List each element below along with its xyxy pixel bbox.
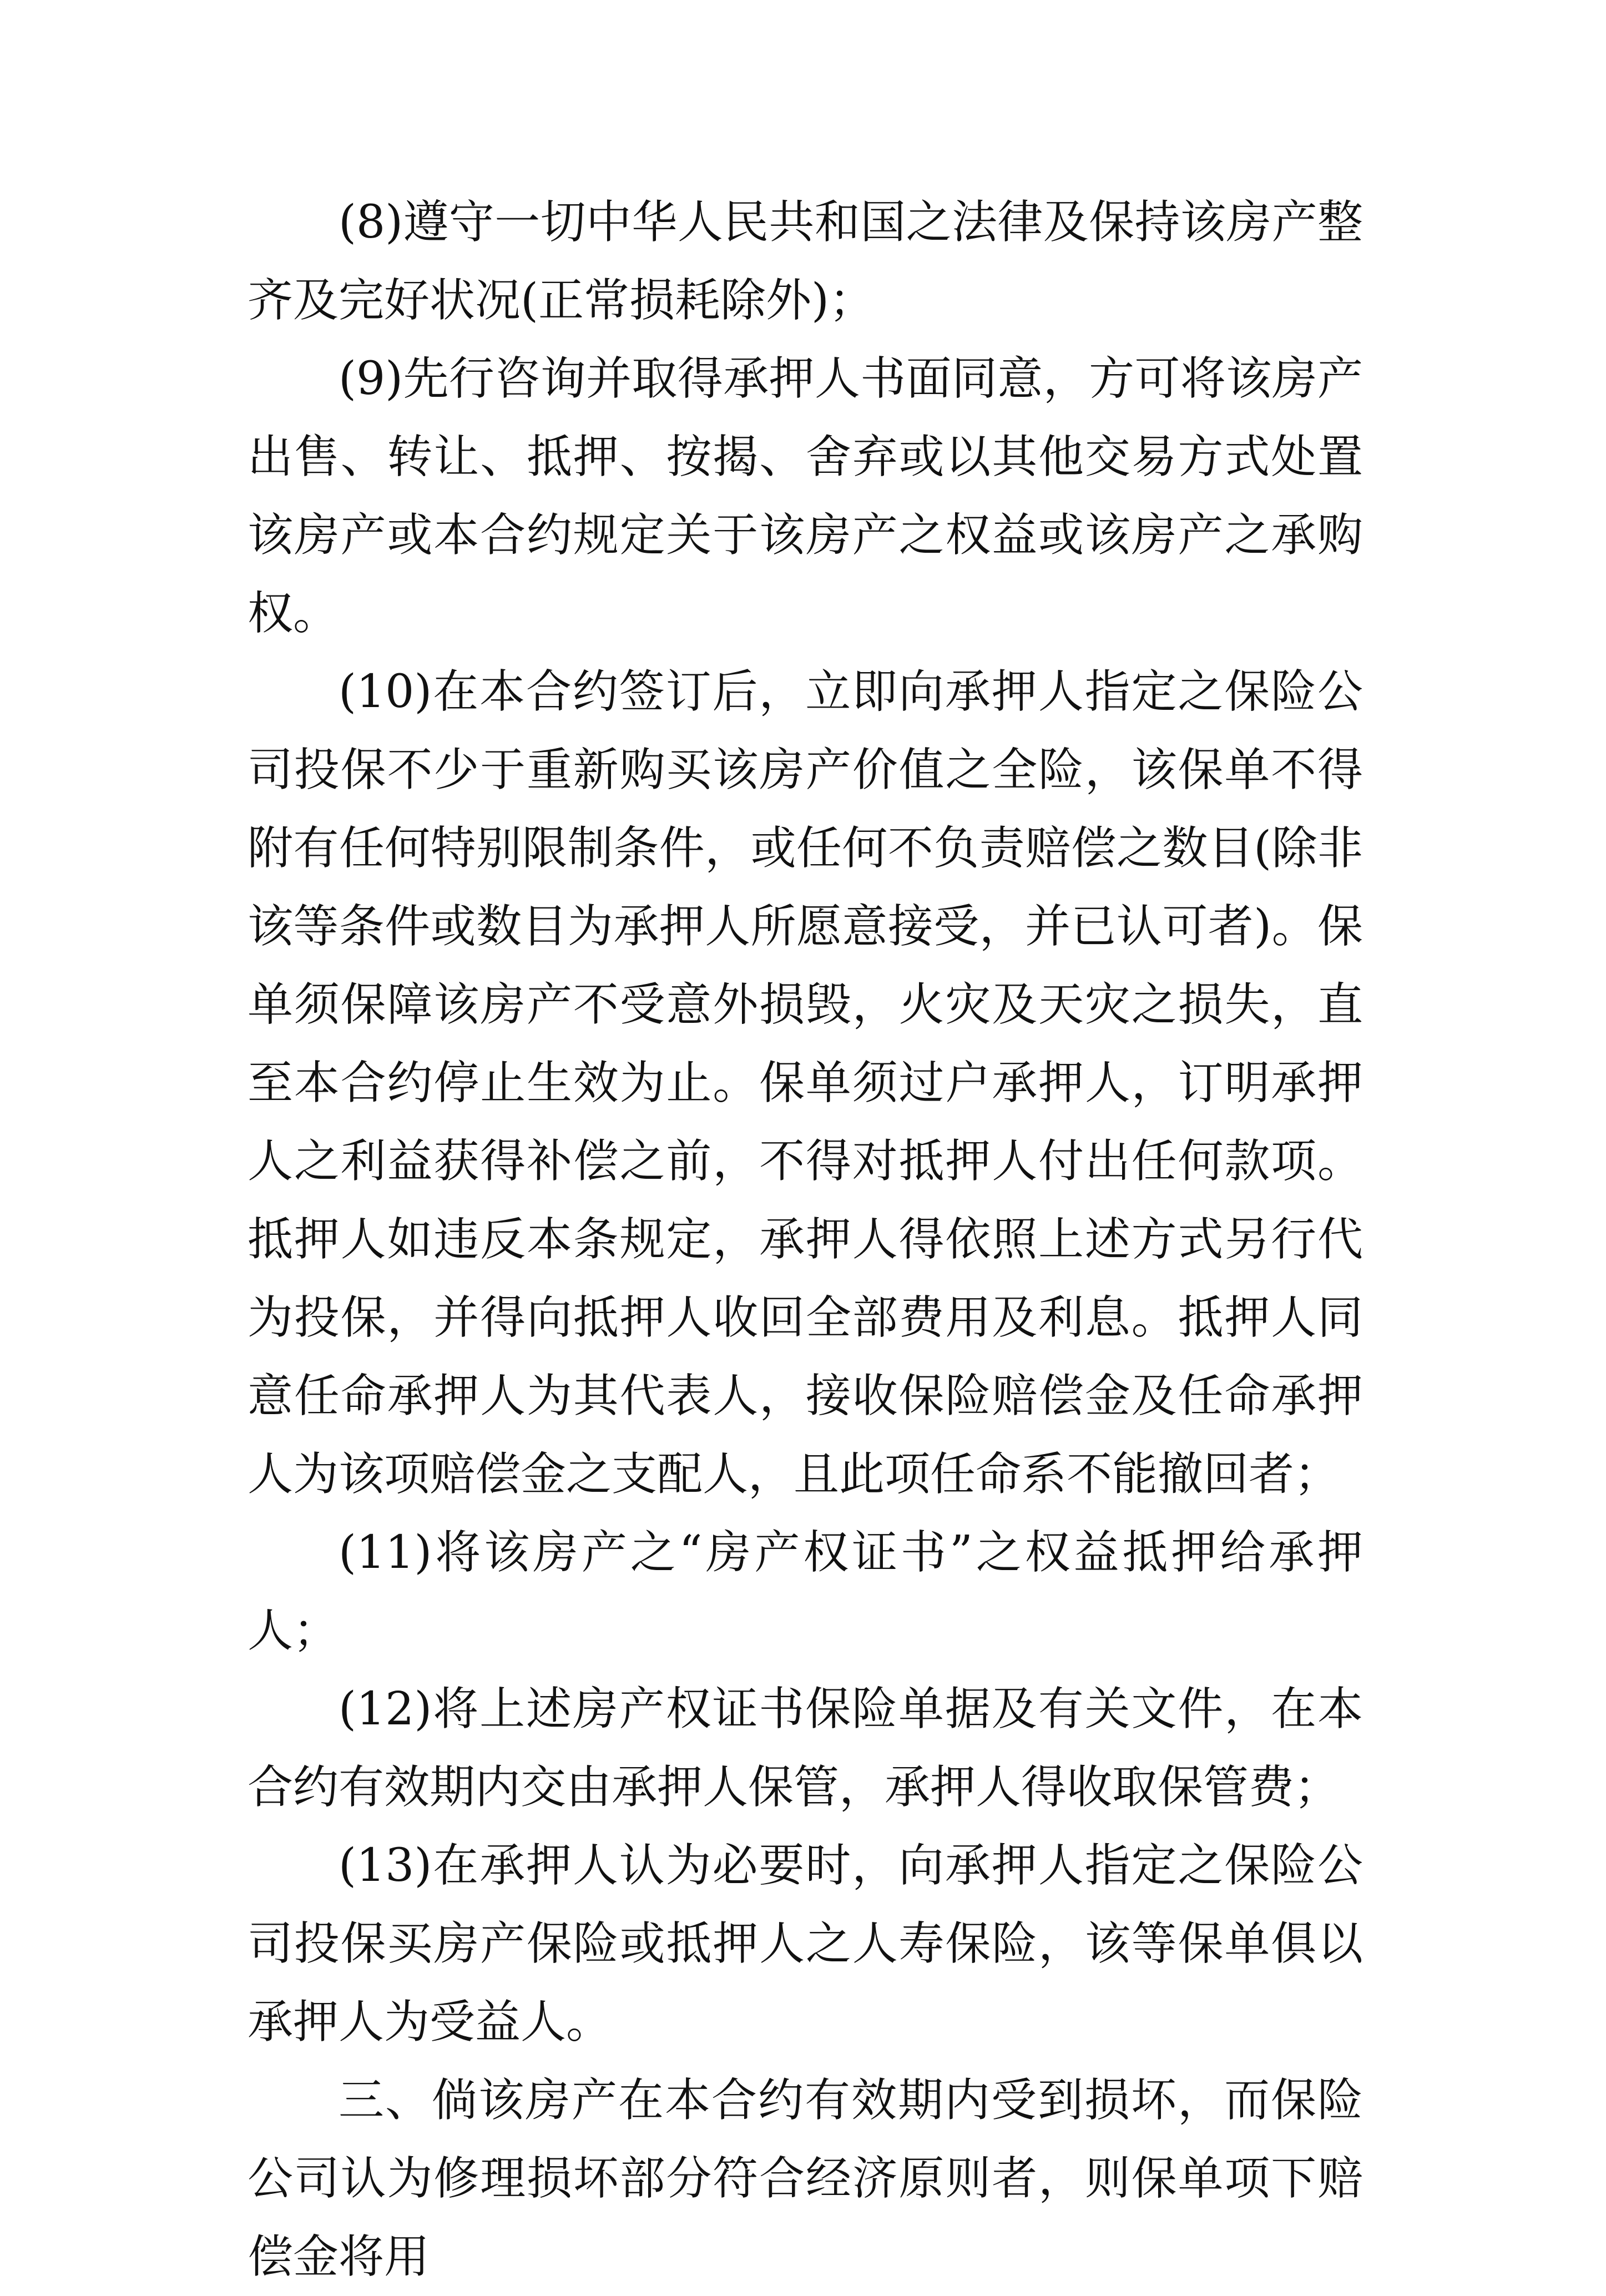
clause-11-paragraph: (11)将该房产之“房产权证书”之权益抵押给承押人； [248,1526,1363,1657]
clause-10-paragraph: (10)在本合约签订后，立即向承押人指定之保险公司投保不少于重新购买该房产价值之全险，该保单不得附有任何特别限制条件，或任何不负责赔偿之数目(除非该等条件或数目为承押人所愿意接受，并已认可者)。保单须保障该房产不受意外损毁，火灾及天灾之损失，直至本合约停止生效为止。保单须过户承押人，订明承押人之利益获得补偿之前，不得对抵押人付出任何款项。抵押人如违反本条规定，承押人得依照上述方式另行代为投保，并得向抵押人收回全部费用及利息。抵押人同意任命承押人为其代表人，接收保险赔偿金及任命承押人为该项赔偿金之支配人，且此项任命系不能撤回者； [248,665,1363,1501]
clause-8-paragraph: (8)遵守一切中华人民共和国之法律及保持该房产整齐及完好状况(正常损耗除外)； [248,196,1363,327]
section-3-paragraph: 三、倘该房产在本合约有效期内受到损坏，而保险公司认为修理损坏部分符合经济原则者，则保单项下赔偿金将用 [248,2074,1363,2283]
document-body [248,183,1363,2296]
clause-13-paragraph: (13)在承押人认为必要时，向承押人指定之保险公司投保买房产保险或抵押人之人寿保险，该等保单俱以承押人为受益人。 [248,1839,1363,2048]
clause-9-paragraph: (9)先行咨询并取得承押人书面同意，方可将该房产出售、转让、抵押、按揭、舍弃或以其他交易方式处置该房产或本合约规定关于该房产之权益或该房产之承购权。 [248,352,1363,640]
clause-12-paragraph: (12)将上述房产权证书保险单据及有关文件，在本合约有效期内交由承押人保管，承押人得收取保管费； [248,1683,1363,1814]
